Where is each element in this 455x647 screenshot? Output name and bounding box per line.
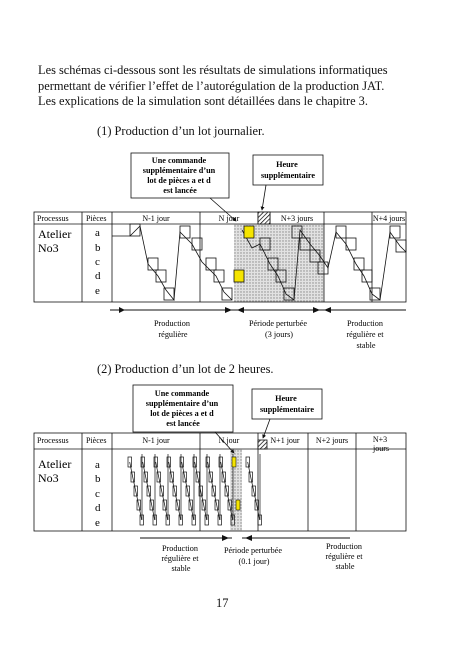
workshop-label: No3 [38, 241, 59, 255]
flow-line [208, 462, 220, 520]
callout-command-text: Une commande supplémentaire d’un lot de pièces a et d est lancée [145, 389, 219, 428]
piece-label: e [95, 285, 100, 297]
workshop-label: Atelier [38, 227, 72, 241]
day-label: N+4 jours [372, 214, 406, 223]
day-label: N-1 jour [142, 214, 170, 223]
piece-label: b [95, 473, 101, 485]
phase-right: Production régulière et stable [325, 542, 363, 571]
day-label: N-1 jour [142, 436, 170, 445]
day-label: N jour [218, 436, 240, 445]
piece-label: c [95, 488, 100, 500]
piece-label: e [95, 517, 100, 529]
piece-label: a [95, 459, 100, 471]
phase-right: Production régulière et stable [346, 319, 384, 350]
diagram1-caption: (1) Production d’un lot journalier. [97, 124, 265, 138]
phase-left: Production régulière et stable [161, 544, 199, 573]
day-label: N+1 jour [270, 436, 300, 445]
piece-label: c [95, 256, 100, 268]
phase-middle: Période perturbée (3 jours) [248, 319, 307, 339]
flow-line [130, 462, 142, 520]
flow-line [182, 462, 194, 520]
flow-line [143, 462, 155, 520]
phase-left: Production régulière [154, 319, 190, 339]
piece-label: d [95, 502, 101, 514]
intro-line: Les schémas ci-dessous sont les résultats de simulations informatiques [38, 63, 388, 77]
piece-label: b [95, 242, 101, 254]
day-label: N+2 jours [315, 436, 349, 445]
extra-lot-a [232, 457, 236, 467]
callout-overtime-text: Heure supplémentaire [260, 394, 314, 414]
day-label: N+3 jours [280, 214, 314, 223]
workshop-label: Atelier [38, 457, 72, 471]
flow-line [169, 462, 181, 520]
callout-overtime-text: Heure supplémentaire [261, 160, 315, 180]
flow-line [195, 462, 207, 520]
intro-line: Les explications de la simulation sont détaillées dans le chapitre 3. [38, 94, 368, 108]
page-number: 17 [216, 596, 229, 610]
day-label: N jour [218, 214, 240, 223]
intro-line: permettant de vérifier l’effet de l’autorégulation de la production JAT. [38, 78, 385, 93]
piece-label: a [95, 227, 100, 239]
day-label: N+3 jours [372, 435, 389, 453]
header-pieces: Pièces [86, 214, 107, 223]
callout-command-text: Une commande supplémentaire d’un lot de pièces a et d est lancée [142, 156, 216, 195]
flow-line [156, 462, 168, 520]
header-processus: Processus [37, 436, 69, 445]
piece-label: d [95, 270, 101, 282]
extra-lot-d [236, 500, 240, 510]
diagram2-caption: (2) Production d’un lot de 2 heures. [97, 362, 274, 376]
phase-middle: Période perturbée (0.1 jour) [223, 546, 282, 566]
hatched-square-icon [258, 440, 267, 449]
workshop-label: No3 [38, 471, 59, 485]
header-pieces: Pièces [86, 436, 107, 445]
header-processus: Processus [37, 214, 69, 223]
